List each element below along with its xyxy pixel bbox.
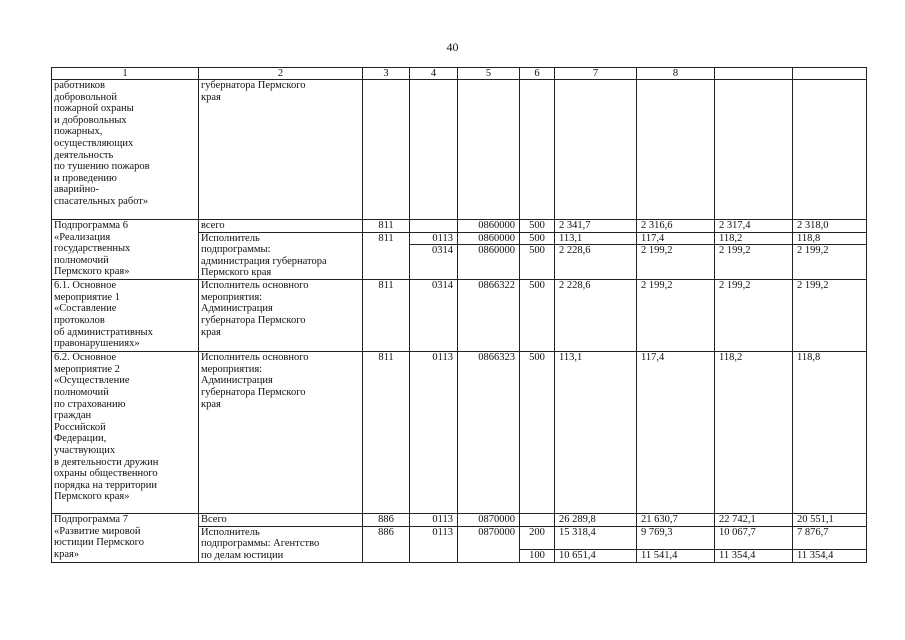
measure-name: Подпрограмма 7 «Развитие мировой юстиции Пермского края» [52,514,199,562]
table-row [52,80,867,220]
value-cell: 2 199,2 [793,245,867,280]
value-cell [555,80,637,220]
expense-code: 500 [520,220,555,233]
header-cell: 8 [637,68,715,80]
table-row [52,352,867,514]
section-code: 0314 [410,280,458,352]
executor-cell: Исполнитель подпрограммы: Агентство по делам юстиции [199,526,363,562]
target-code: 0870000 [458,526,520,562]
value-cell: 113,1 [555,232,637,245]
executor-cell: Всего [199,514,363,527]
section-code: 0113 [410,352,458,514]
value-cell: 2 228,6 [555,280,637,352]
value-cell: 117,4 [637,352,715,514]
header-cell: 7 [555,68,637,80]
value-cell: 2 318,0 [793,220,867,233]
executor-cell: губернатора Пермского края [199,80,363,220]
section-code: 0113 [410,526,458,562]
header-cell [715,68,793,80]
value-cell: 2 199,2 [637,280,715,352]
value-cell: 118,8 [793,232,867,245]
value-cell: 2 341,7 [555,220,637,233]
target-code: 0860000 [458,232,520,245]
executor-cell: Исполнитель подпрограммы: администрация губернатора Пермского края [199,232,363,280]
executor-cell: Исполнитель основного мероприятия: Администрация губернатора Пермского края [199,352,363,514]
admin-code: 811 [363,220,410,233]
target-code: 0866323 [458,352,520,514]
target-code [458,80,520,220]
header-cell: 3 [363,68,410,80]
expense-code: 500 [520,245,555,280]
admin-code [363,80,410,220]
section-code: 0113 [410,232,458,245]
measure-name: Подпрограмма 6 «Реализация государственных полномочий Пермского края» [52,220,199,280]
measure-name: работников добровольной пожарной охраны и добровольных пожарных, осуществляющих деятельность по тушению пожаров и проведению аварийно- спасательных работ» [52,80,199,220]
header-cell: 2 [199,68,363,80]
expense-code: 200 [520,526,555,549]
value-cell: 2 199,2 [715,280,793,352]
header-cell [793,68,867,80]
table-row [52,280,867,352]
value-cell: 7 876,7 [793,526,867,549]
value-cell: 113,1 [555,352,637,514]
header-cell: 5 [458,68,520,80]
measure-name: 6.1. Основное мероприятие 1 «Составление протоколов об административных правонарушениях» [52,280,199,352]
header-cell: 1 [52,68,199,80]
measure-name: 6.2. Основное мероприятие 2 «Осуществление полномочий по страхованию граждан Российской Федерации, участвующих в деятельности дружин охраны общественного порядка на территории Пермского края» [52,352,199,514]
target-code: 0860000 [458,245,520,280]
header-cell: 6 [520,68,555,80]
executor-cell: Исполнитель основного мероприятия: Администрация губернатора Пермского края [199,280,363,352]
expense-code: 500 [520,352,555,514]
expense-code: 500 [520,280,555,352]
value-cell [793,80,867,220]
value-cell: 10 651,4 [555,549,637,562]
value-cell [637,80,715,220]
expense-code: 100 [520,549,555,562]
budget-table [51,67,867,563]
value-cell: 2 199,2 [715,245,793,280]
section-code: 0113 [410,514,458,527]
value-cell: 2 199,2 [793,280,867,352]
value-cell: 11 354,4 [793,549,867,562]
value-cell: 2 316,6 [637,220,715,233]
admin-code: 811 [363,232,410,280]
page-number: 40 [446,40,459,54]
admin-code: 811 [363,280,410,352]
value-cell: 15 318,4 [555,526,637,549]
section-code [410,220,458,233]
value-cell: 2 199,2 [637,245,715,280]
value-cell: 11 354,4 [715,549,793,562]
admin-code: 886 [363,514,410,527]
admin-code: 886 [363,526,410,562]
table-row [52,220,867,233]
value-cell: 21 630,7 [637,514,715,527]
value-cell: 20 551,1 [793,514,867,527]
target-code: 0870000 [458,514,520,527]
value-cell: 118,2 [715,352,793,514]
value-cell: 9 769,3 [637,526,715,549]
value-cell: 118,2 [715,232,793,245]
value-cell: 26 289,8 [555,514,637,527]
value-cell: 2 228,6 [555,245,637,280]
value-cell: 117,4 [637,232,715,245]
section-code [410,80,458,220]
value-cell: 11 541,4 [637,549,715,562]
table-row [52,514,867,527]
value-cell: 22 742,1 [715,514,793,527]
admin-code: 811 [363,352,410,514]
target-code: 0866322 [458,280,520,352]
table-header-row [52,68,867,80]
value-cell: 10 067,7 [715,526,793,549]
target-code: 0860000 [458,220,520,233]
value-cell: 2 317,4 [715,220,793,233]
header-cell: 4 [410,68,458,80]
section-code: 0314 [410,245,458,280]
executor-cell: всего [199,220,363,233]
expense-code: 500 [520,232,555,245]
value-cell [715,80,793,220]
expense-code [520,514,555,527]
expense-code [520,80,555,220]
value-cell: 118,8 [793,352,867,514]
